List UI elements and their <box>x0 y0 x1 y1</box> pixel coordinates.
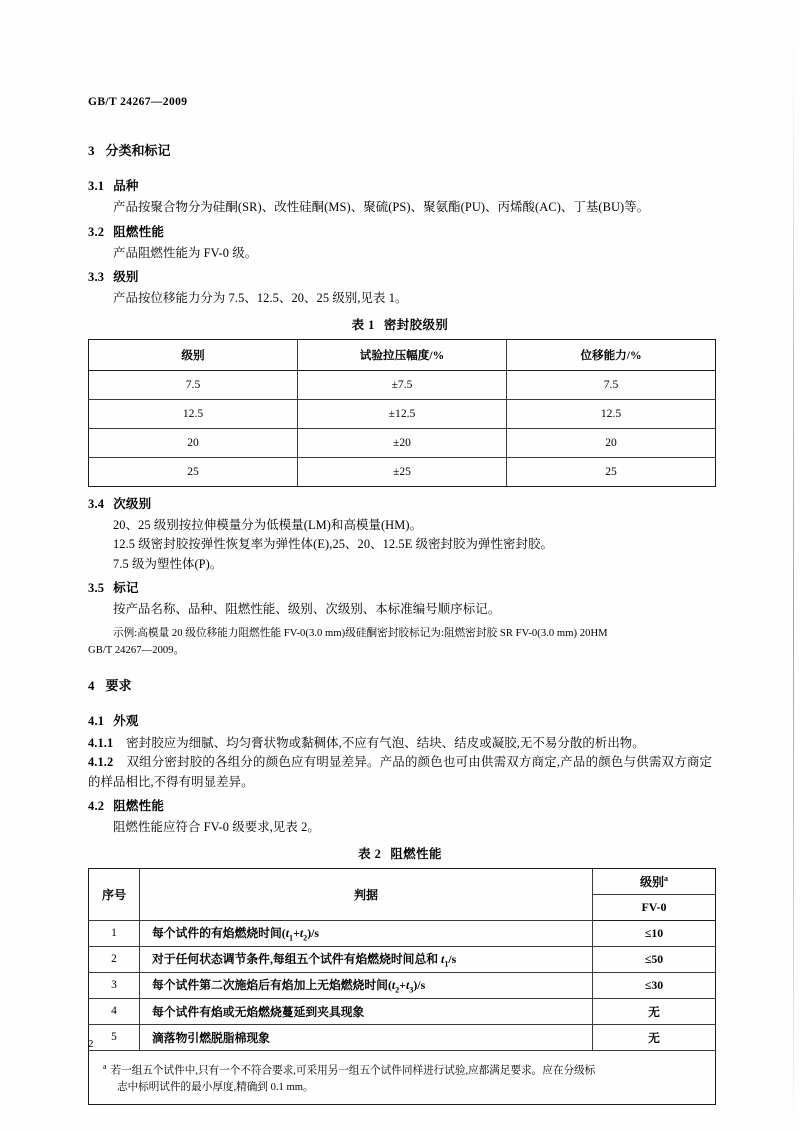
clause-3-3-title: 级别 <box>113 270 139 284</box>
table-2-r1-var2: t <box>299 925 304 940</box>
table-2-footnote-line-1: 若一组五个试件中,只有一个不符合要求,可采用另一组五个试件同样进行试验,应都满足要求。应在分级标 <box>110 1065 596 1077</box>
table-2-r5-index: 5 <box>89 1024 140 1050</box>
table-2-r3-index: 3 <box>89 972 140 998</box>
table-2-header-level-value: FV-0 <box>593 894 716 920</box>
table-2-r1-index: 1 <box>89 920 140 946</box>
document-body <box>88 140 712 1105</box>
table-1-r2-c1: 12.5 <box>89 399 298 428</box>
heading-clause-4 <box>88 675 712 694</box>
table-1-caption <box>88 315 712 333</box>
heading-clause-3-3 <box>88 267 712 285</box>
table-1-r1-c1: 7.5 <box>89 370 298 399</box>
table-2-r1-mid: + <box>293 925 300 940</box>
clause-4-1-1-number: 4.1.1 <box>88 735 114 750</box>
heading-clause-3-4 <box>88 494 712 512</box>
clause-4-1-1 <box>88 734 712 754</box>
clause-4-1-2 <box>88 753 712 792</box>
table-2-r4-level: 无 <box>593 998 716 1024</box>
table-2-r1-criteria <box>140 920 593 946</box>
table-row <box>89 370 716 399</box>
table-row <box>89 946 716 972</box>
table-2-footnote-mark: a <box>103 1061 107 1071</box>
page-number: 2 <box>88 1038 94 1050</box>
table-2-r2-level: ≤50 <box>593 946 716 972</box>
table-2-header-level-text: 级别 <box>639 874 664 889</box>
table-2-r3-sub1: 2 <box>395 985 400 995</box>
table-2-r5-criteria: 滴落物引燃脱脂棉现象 <box>140 1024 593 1050</box>
clause-3-2-paragraph: 产品阻燃性能为 FV-0 级。 <box>113 245 258 260</box>
table-2-r3-sub2: 3 <box>409 985 414 995</box>
table-2-header-row-top <box>89 868 716 894</box>
clause-3-5-number: 3.5 <box>88 581 105 595</box>
table-1-caption-title: 密封胶级别 <box>383 317 449 332</box>
table-2-header-index: 序号 <box>89 868 140 920</box>
clause-4-1-number: 4.1 <box>88 713 105 728</box>
table-row <box>89 920 716 946</box>
table-1-sealant-grades <box>88 339 716 487</box>
table-2-r1-sub2: 2 <box>303 933 308 943</box>
heading-clause-3 <box>88 140 712 159</box>
heading-clause-3-1 <box>88 176 712 194</box>
table-2-r2-sub1: 1 <box>444 959 449 969</box>
table-2-footnote <box>89 1050 716 1105</box>
clause-3-2-number: 3.2 <box>88 224 105 239</box>
heading-clause-3-5 <box>88 578 712 596</box>
table-1-r3-c2: ±20 <box>298 428 507 457</box>
clause-3-3-paragraph: 产品按位移能力分为 7.5、12.5、20、25 级别,见表 1。 <box>113 291 408 305</box>
standard-number-header: GB/T 24267—2009 <box>88 96 188 108</box>
table-1-r1-c3: 7.5 <box>507 370 716 399</box>
table-2-r1-var1: t <box>285 925 289 940</box>
clause-3-4-paragraph-1: 20、25 级别按拉伸模量分为低模量(LM)和高模量(HM)。 <box>113 517 423 532</box>
clause-4-2-number: 4.2 <box>88 799 105 813</box>
clause-3-5-title: 标记 <box>113 581 139 595</box>
clause-3-1-title: 品种 <box>113 179 139 193</box>
table-1-r4-c1: 25 <box>89 457 298 486</box>
clause-4-1-title: 外观 <box>113 713 139 728</box>
clause-3-4-title: 次级别 <box>113 496 152 511</box>
table-2-flame-retardancy <box>88 868 716 1106</box>
table-2-r2-post: /s <box>448 951 457 966</box>
table-row <box>89 399 716 428</box>
table-2-footnote-line-2: 志中标明试件的最小厚度,精确到 0.1 mm。 <box>117 1082 314 1094</box>
clause-4-1-2-number: 4.1.2 <box>88 755 114 769</box>
table-2-r3-var2: t <box>405 977 410 992</box>
table-2-r3-mid: + <box>399 977 406 992</box>
table-2-r1-level: ≤10 <box>593 920 716 946</box>
table-2-r1-sub1: 1 <box>288 933 294 943</box>
table-2-r2-criteria <box>140 946 593 972</box>
heading-clause-3-2 <box>88 222 712 240</box>
table-1-r4-c2: ±25 <box>298 457 507 486</box>
table-2-header-criteria: 判据 <box>140 868 593 920</box>
clause-3-number: 3 <box>88 143 95 158</box>
table-2-caption <box>88 844 712 862</box>
clause-4-number: 4 <box>88 677 95 693</box>
page-edge-shadow <box>793 0 794 1131</box>
table-1-r2-c3: 12.5 <box>507 399 716 428</box>
clause-4-1-2-text: 双组分密封胶的各组分的颜色应有明显差异。产品的颜色也可由供需双方商定,产品的颜色与供需双方商定的样品相比,不得有明显差异。 <box>88 755 712 789</box>
table-2-r3-post: )/s <box>413 977 426 992</box>
table-row <box>89 1024 716 1050</box>
heading-clause-4-1 <box>88 711 712 729</box>
table-1-header-grade: 级别 <box>89 339 298 370</box>
table-2-caption-title: 阻燃性能 <box>390 846 442 861</box>
table-row <box>89 457 716 486</box>
clause-3-1-paragraph: 产品按聚合物分为硅酮(SR)、改性硅酮(MS)、聚硫(PS)、聚氨酯(PU)、丙烯酸(AC)、丁基(BU)等。 <box>113 200 650 214</box>
clause-3-5-example-line-2: GB/T 24267—2009。 <box>88 644 185 656</box>
clause-3-1-number: 3.1 <box>88 179 105 193</box>
table-1-header-amplitude: 试验拉压幅度/% <box>298 339 507 370</box>
table-2-r3-var1: t <box>391 977 396 992</box>
table-2-r1-post: )/s <box>307 925 319 940</box>
heading-clause-4-2 <box>88 796 712 814</box>
table-2-r1-criteria-pre: 每个试件的有焰燃烧时间( <box>152 925 286 940</box>
clause-4-2-title: 阻燃性能 <box>113 799 165 813</box>
table-1-r3-c1: 20 <box>89 428 298 457</box>
table-2-footnote-row <box>89 1050 716 1105</box>
clause-3-5-example-line-1: 示例:高模量 20 级位移能力阻燃性能 FV-0(3.0 mm)级硅酮密封胶标记为:阻燃密封胶 SR FV-0(3.0 mm) 20HM <box>113 627 608 639</box>
clause-3-2-title: 阻燃性能 <box>113 224 165 239</box>
clause-3-3-number: 3.3 <box>88 270 105 284</box>
clause-3-title: 分类和标记 <box>105 143 171 158</box>
table-1-r2-c2: ±12.5 <box>298 399 507 428</box>
table-2-caption-label: 表 2 <box>358 846 382 861</box>
clause-3-4-number: 3.4 <box>88 496 105 511</box>
table-1-r1-c2: ±7.5 <box>298 370 507 399</box>
table-row <box>89 428 716 457</box>
table-2-r5-level: 无 <box>593 1024 716 1050</box>
table-2-header-level <box>593 868 716 894</box>
table-2-r2-index: 2 <box>89 946 140 972</box>
table-2-r3-level: ≤30 <box>593 972 716 998</box>
clause-4-2-paragraph: 阻燃性能应符合 FV-0 级要求,见表 2。 <box>113 820 320 834</box>
table-2-r3-criteria <box>140 972 593 998</box>
table-2-header-level-footnote-mark: a <box>664 873 668 883</box>
table-2-r4-criteria: 每个试件有焰或无焰燃烧蔓延到夹具现象 <box>140 998 593 1024</box>
table-row <box>89 972 716 998</box>
table-1-r3-c3: 20 <box>507 428 716 457</box>
clause-4-1-1-text: 密封胶应为细腻、均匀膏状物或黏稠体,不应有气泡、结块、结皮或凝胶,无不易分散的析出物。 <box>126 735 645 750</box>
table-1-r4-c3: 25 <box>507 457 716 486</box>
table-2-r3-criteria-pre: 每个试件第二次施焰后有焰加上无焰燃烧时间( <box>152 977 392 992</box>
table-2-r2-criteria-pre: 对于任何状态调节条件,每组五个试件有焰燃烧时间总和 <box>152 951 442 966</box>
table-2-r2-var1: t <box>441 951 445 966</box>
table-2-r4-index: 4 <box>89 998 140 1024</box>
table-1-header-movement: 位移能力/% <box>507 339 716 370</box>
clause-3-5-paragraph: 按产品名称、品种、阻燃性能、级别、次级别、本标准编号顺序标记。 <box>113 602 501 616</box>
clause-3-4-paragraph-3: 7.5 级为塑性体(P)。 <box>113 556 223 571</box>
clause-4-title: 要求 <box>105 677 132 693</box>
table-1-header-row <box>89 339 716 370</box>
table-row <box>89 998 716 1024</box>
clause-3-4-paragraph-2: 12.5 级密封胶按弹性恢复率为弹性体(E),25、20、12.5E 级密封胶为弹性密封胶。 <box>113 537 553 551</box>
table-1-caption-label: 表 1 <box>351 317 375 332</box>
